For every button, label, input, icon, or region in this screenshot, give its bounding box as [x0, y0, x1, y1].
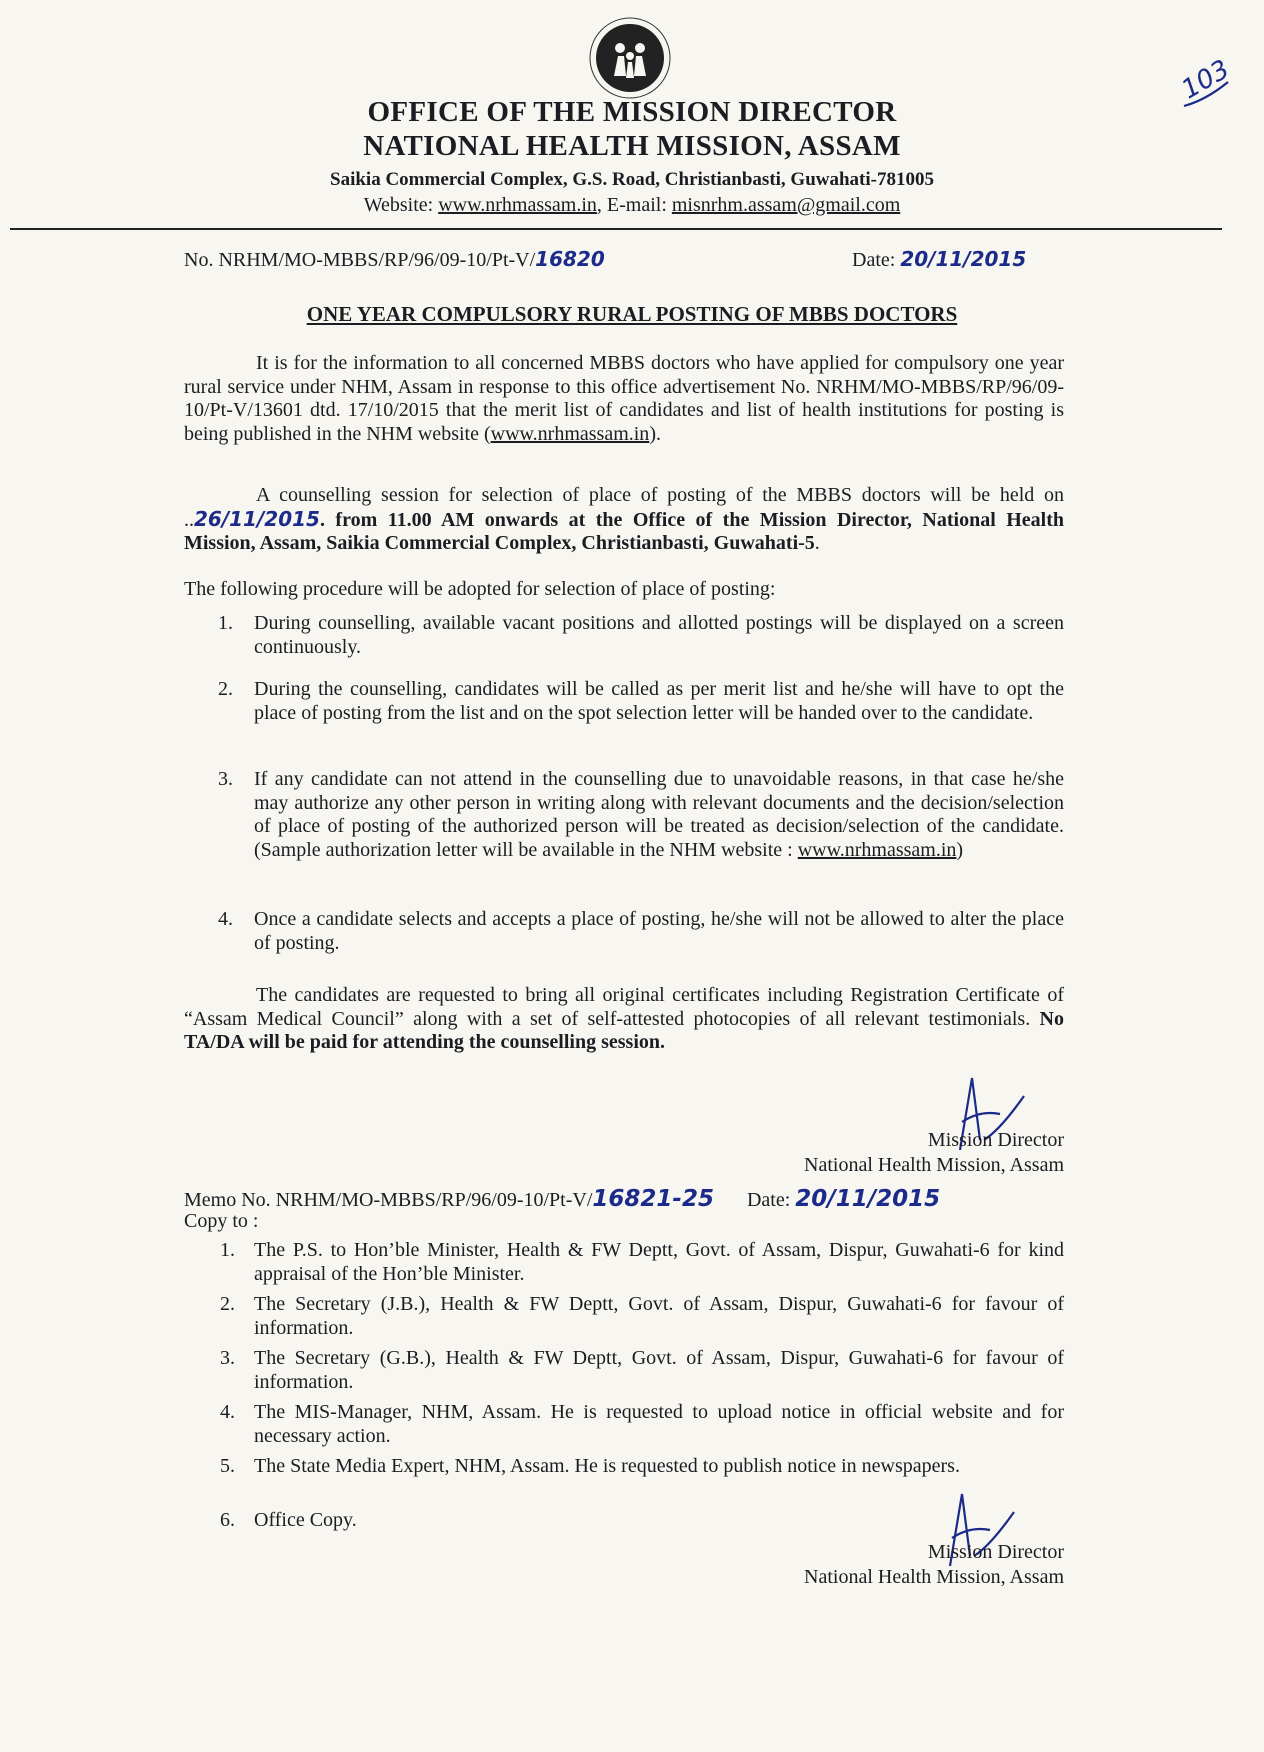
website-label: Website:: [363, 194, 439, 216]
counselling-date-handwritten: 26/11/2015: [194, 506, 320, 531]
office-title: OFFICE OF THE MISSION DIRECTOR: [367, 96, 897, 128]
reference-date-label: Date:: [852, 249, 901, 271]
signatory-title: Mission Director: [927, 1541, 1064, 1563]
reference-date: [852, 247, 1026, 272]
list-item-number: 4.: [220, 1401, 235, 1423]
list-item-text: The MIS-Manager, NHM, Assam. He is requested to upload notice in official website and for necessary action.: [254, 1401, 1064, 1447]
list-item-text-main: If any candidate can not attend in the counselling due to unavoidable reasons, in that case he/she may authorize any other person in writing along with relevant documents and the decision/selection of place of posting of the authorized person will be treated as decision/selection of the candidate. (Sample authorization letter will be available in the NHM website :: [254, 768, 1064, 861]
memo-date-label: Date:: [746, 1189, 796, 1211]
list-item-text-end: ): [956, 838, 964, 861]
nhm-website-link[interactable]: www.nrhmassam.in: [490, 422, 650, 445]
list-item-text: The Secretary (G.B.), Health & FW Deptt, Govt. of Assam, Dispur, Guwahati-6 for favour of information.: [254, 1347, 1064, 1393]
list-item: [184, 768, 1064, 862]
paragraph-information: [184, 352, 1064, 446]
contact-line: [0, 194, 1264, 217]
paragraph-counselling-text: A counselling session for selection of place of posting of the MBBS doctors will be held on ..: [184, 484, 1064, 531]
signatory-organization: National Health Mission, Assam: [804, 1154, 1064, 1176]
website-link[interactable]: www.nrhmassam.in: [438, 194, 597, 216]
copy-to-label: Copy to :: [184, 1210, 259, 1232]
memo-date-handwritten: 20/11/2015: [795, 1186, 941, 1212]
list-item-number: 3.: [220, 1347, 235, 1369]
paragraph-documents: [184, 984, 1064, 1055]
signature-block-2: [764, 1540, 1064, 1590]
list-item-number: 6.: [220, 1509, 235, 1531]
no-ta-da-notice: No TA/DA will be paid for attending the counselling session.: [184, 1007, 1064, 1053]
list-item: [184, 1292, 1064, 1340]
list-item-text: The P.S. to Hon’ble Minister, Health & FW Deptt, Govt. of Assam, Dispur, Guwahati-6 for kind appraisal of the Hon’ble Minister.: [254, 1239, 1064, 1285]
signature-block-1: [764, 1128, 1064, 1178]
list-item-number: 4.: [218, 908, 233, 930]
list-item-number: 1.: [220, 1239, 235, 1261]
email-label: , E-mail:: [596, 194, 672, 216]
paragraph-counselling: [184, 484, 1064, 556]
memo-number-label: Memo No. NRHM/MO-MBBS/RP/96/09-10/Pt-V/: [184, 1189, 593, 1211]
list-item-text: The Secretary (J.B.), Health & FW Deptt, Govt. of Assam, Dispur, Guwahati-6 for favour of information.: [254, 1293, 1064, 1339]
sample-letter-website-link[interactable]: www.nrhmassam.in: [797, 838, 957, 861]
reference-number-label: No. NRHM/MO-MBBS/RP/96/09-10/Pt-V/: [184, 249, 536, 271]
list-item-text: Office Copy.: [254, 1509, 357, 1531]
list-item-number: 3.: [218, 768, 233, 790]
reference-number-handwritten: 16820: [535, 247, 605, 271]
list-item: [184, 678, 1064, 725]
list-item-text: During counselling, available vacant positions and allotted postings will be displayed on a screen continuously.: [254, 612, 1064, 658]
paragraph-counselling-end: .: [814, 532, 820, 554]
signatory-title: Mission Director: [927, 1129, 1064, 1151]
organization-title: NATIONAL HEALTH MISSION, ASSAM: [363, 130, 901, 162]
list-item-number: 5.: [220, 1455, 235, 1477]
list-item-number: 2.: [218, 678, 233, 700]
memo-number-handwritten: 16821-25: [592, 1186, 714, 1212]
list-item-text: The State Media Expert, NHM, Assam. He is requested to publish notice in newspapers.: [254, 1455, 960, 1477]
reference-date-handwritten: 20/11/2015: [900, 247, 1027, 271]
list-item-text: [254, 768, 1064, 862]
signatory-organization: National Health Mission, Assam: [804, 1566, 1064, 1588]
list-item-number: 2.: [220, 1293, 235, 1315]
paragraph-information-text: It is for the information to all concerned MBBS doctors who have applied for compulsory one year rural service under NHM, Assam in response to this office advertisement No. NRHM/MO-MBBS/RP/96/09-10/Pt-V/13601 dtd. 17/10/2015 that the merit list of candidates and list of health institutions for posting is being published in the NHM website (: [184, 352, 1064, 445]
email-link[interactable]: misnrhm.assam@gmail.com: [671, 194, 901, 216]
counselling-venue: . from 11.00 AM onwards at the Office of the Mission Director, National Health Mission, Assam, Saikia Commercial Complex, Christianbasti, Guwahati-5: [184, 508, 1064, 554]
list-item: [184, 1454, 1064, 1478]
list-item: [184, 1238, 1064, 1286]
paragraph-information-end: ).: [649, 422, 661, 445]
list-item-number: 1.: [218, 612, 233, 634]
office-address: Saikia Commercial Complex, G.S. Road, Christianbasti, Guwahati-781005: [330, 169, 934, 190]
list-item-text: Once a candidate selects and accepts a place of posting, he/she will not be allowed to alter the place of posting.: [254, 908, 1064, 954]
list-item: [184, 1400, 1064, 1448]
page-number-text: 103: [1176, 54, 1235, 106]
header-divider: [10, 228, 1222, 230]
reference-number: [184, 247, 605, 272]
paragraph-documents-text: The candidates are requested to bring all original certificates including Registration Certificate of “Assam Medical Council” along with a set of self-attested photocopies of all relevant testimonials.: [184, 984, 1064, 1030]
paragraph-procedure-intro: The following procedure will be adopted for selection of place of posting:: [184, 578, 776, 600]
list-item: [184, 612, 1064, 659]
list-item: [184, 1346, 1064, 1394]
list-item-text: During the counselling, candidates will be called as per merit list and he/she will have to opt the place of posting from the list and on the spot selection letter will be handed over to the candidate.: [254, 678, 1064, 724]
list-item: [184, 908, 1064, 955]
notice-subject: ONE YEAR COMPULSORY RURAL POSTING OF MBBS DOCTORS: [306, 302, 958, 326]
memo-number: [184, 1186, 940, 1212]
